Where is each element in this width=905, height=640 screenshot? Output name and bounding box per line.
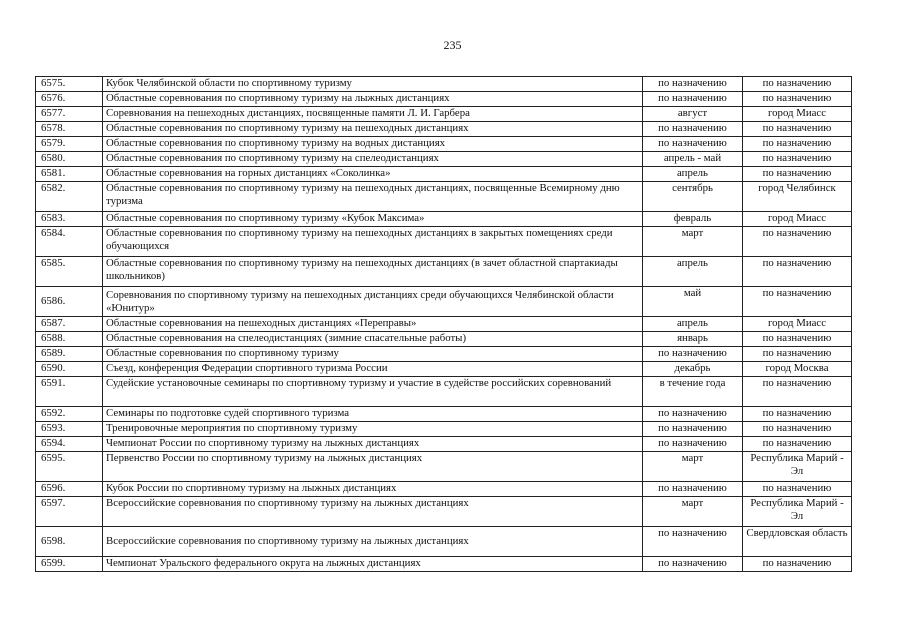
table-row: [36, 77, 852, 92]
row-number: 6592.: [36, 407, 103, 422]
event-place: город Миасс: [743, 107, 852, 122]
event-place: город Москва: [743, 362, 852, 377]
event-date: апрель: [643, 167, 743, 182]
table-row: [36, 527, 852, 557]
row-number: 6599.: [36, 557, 103, 572]
event-name: Всероссийские соревнования по спортивному туризму на лыжных дистанциях: [103, 527, 643, 557]
event-place: город Миасс: [743, 212, 852, 227]
row-number: 6589.: [36, 347, 103, 362]
event-name: Областные соревнования на пешеходных дистанциях «Переправы»: [103, 317, 643, 332]
event-place: по назначению: [743, 167, 852, 182]
event-place: по назначению: [743, 227, 852, 257]
table-row: [36, 167, 852, 182]
row-number: 6584.: [36, 227, 103, 257]
row-number: 6577.: [36, 107, 103, 122]
row-number: 6585.: [36, 257, 103, 287]
table-row: [36, 107, 852, 122]
event-place: по назначению: [743, 347, 852, 362]
row-number: 6586.: [36, 287, 103, 317]
event-date: апрель - май: [643, 152, 743, 167]
table-row: [36, 482, 852, 497]
event-name: Областные соревнования по спортивному туризму на лыжных дистанциях: [103, 92, 643, 107]
row-number: 6597.: [36, 497, 103, 527]
event-place: по назначению: [743, 287, 852, 317]
event-name: Областные соревнования по спортивному туризму на водных дистанциях: [103, 137, 643, 152]
row-number: 6578.: [36, 122, 103, 137]
row-number: 6587.: [36, 317, 103, 332]
event-place: по назначению: [743, 92, 852, 107]
event-date: по назначению: [643, 407, 743, 422]
table-row: [36, 122, 852, 137]
table-row: [36, 227, 852, 257]
table-row: [36, 92, 852, 107]
event-date: май: [643, 287, 743, 317]
table-row: [36, 287, 852, 317]
event-date: март: [643, 452, 743, 482]
event-name: Областные соревнования по спортивному туризму на спелеодистанциях: [103, 152, 643, 167]
event-date: по назначению: [643, 77, 743, 92]
event-date: январь: [643, 332, 743, 347]
event-date: апрель: [643, 257, 743, 287]
event-place: город Миасс: [743, 317, 852, 332]
event-place: по назначению: [743, 482, 852, 497]
event-name: Кубок России по спортивному туризму на лыжных дистанциях: [103, 482, 643, 497]
row-number: 6594.: [36, 437, 103, 452]
event-place: по назначению: [743, 557, 852, 572]
event-date: март: [643, 227, 743, 257]
event-date: август: [643, 107, 743, 122]
table-row: [36, 407, 852, 422]
event-date: февраль: [643, 212, 743, 227]
table-row: [36, 317, 852, 332]
event-name: Кубок Челябинской области по спортивному туризму: [103, 77, 643, 92]
row-number: 6596.: [36, 482, 103, 497]
table-row: [36, 377, 852, 407]
events-table-body: [36, 77, 852, 572]
row-number: 6590.: [36, 362, 103, 377]
event-date: в течение года: [643, 377, 743, 407]
row-number: 6576.: [36, 92, 103, 107]
event-name: Областные соревнования на спелеодистанциях (зимние спасательные работы): [103, 332, 643, 347]
event-name: Областные соревнования по спортивному туризму на пешеходных дистанциях в закрытых помещениях среди обучающихся: [103, 227, 643, 257]
event-place: по назначению: [743, 77, 852, 92]
table-row: [36, 452, 852, 482]
row-number: 6591.: [36, 377, 103, 407]
event-place: по назначению: [743, 122, 852, 137]
event-name: Областные соревнования по спортивному туризму на пешеходных дистанциях (в зачет областной спартакиады школьников): [103, 257, 643, 287]
event-name: Соревнования на пешеходных дистанциях, посвященные памяти Л. И. Гарбера: [103, 107, 643, 122]
event-date: по назначению: [643, 347, 743, 362]
event-place: по назначению: [743, 422, 852, 437]
event-date: по назначению: [643, 557, 743, 572]
event-place: Республика Марий - Эл: [743, 497, 852, 527]
event-date: по назначению: [643, 482, 743, 497]
event-name: Всероссийские соревнования по спортивному туризму на лыжных дистанциях: [103, 497, 643, 527]
event-date: по назначению: [643, 422, 743, 437]
event-place: по назначению: [743, 137, 852, 152]
event-name: Съезд, конференция Федерации спортивного туризма России: [103, 362, 643, 377]
events-table: [35, 76, 852, 572]
row-number: 6579.: [36, 137, 103, 152]
row-number: 6598.: [36, 527, 103, 557]
event-name: Тренировочные мероприятия по спортивному туризму: [103, 422, 643, 437]
row-number: 6581.: [36, 167, 103, 182]
page-number: 235: [443, 38, 462, 52]
event-name: Первенство России по спортивному туризму на лыжных дистанциях: [103, 452, 643, 482]
event-place: по назначению: [743, 257, 852, 287]
table-row: [36, 497, 852, 527]
table-row: [36, 422, 852, 437]
event-name: Чемпионат Уральского федерального округа на лыжных дистанциях: [103, 557, 643, 572]
event-date: по назначению: [643, 527, 743, 557]
table-row: [36, 557, 852, 572]
event-date: по назначению: [643, 122, 743, 137]
row-number: 6595.: [36, 452, 103, 482]
event-place: по назначению: [743, 407, 852, 422]
table-row: [36, 212, 852, 227]
row-number: 6588.: [36, 332, 103, 347]
table-row: [36, 347, 852, 362]
row-number: 6583.: [36, 212, 103, 227]
event-name: Областные соревнования по спортивному туризму: [103, 347, 643, 362]
event-place: по назначению: [743, 377, 852, 407]
table-row: [36, 362, 852, 377]
event-name: Областные соревнования по спортивному туризму на пешеходных дистанциях, посвященные Всемирному дню туризма: [103, 182, 643, 212]
event-place: по назначению: [743, 152, 852, 167]
event-name: Областные соревнования по спортивному туризму «Кубок Максима»: [103, 212, 643, 227]
event-date: декабрь: [643, 362, 743, 377]
table-row: [36, 182, 852, 212]
event-name: Областные соревнования на горных дистанциях «Соколинка»: [103, 167, 643, 182]
event-place: по назначению: [743, 332, 852, 347]
table-row: [36, 332, 852, 347]
event-date: по назначению: [643, 92, 743, 107]
event-name: Чемпионат России по спортивному туризму на лыжных дистанциях: [103, 437, 643, 452]
event-date: март: [643, 497, 743, 527]
event-name: Соревнования по спортивному туризму на пешеходных дистанциях среди обучающихся Челябинской области «Юнитур»: [103, 287, 643, 317]
event-place: город Челябинск: [743, 182, 852, 212]
table-row: [36, 437, 852, 452]
event-place: Свердловская область: [743, 527, 852, 557]
event-name: Судейские установочные семинары по спортивному туризму и участие в судействе российских соревнований: [103, 377, 643, 407]
table-row: [36, 257, 852, 287]
row-number: 6593.: [36, 422, 103, 437]
event-place: по назначению: [743, 437, 852, 452]
row-number: 6582.: [36, 182, 103, 212]
event-name: Семинары по подготовке судей спортивного туризма: [103, 407, 643, 422]
row-number: 6575.: [36, 77, 103, 92]
table-row: [36, 152, 852, 167]
event-date: апрель: [643, 317, 743, 332]
event-date: сентябрь: [643, 182, 743, 212]
event-date: по назначению: [643, 437, 743, 452]
event-place: Республика Марий - Эл: [743, 452, 852, 482]
table-row: [36, 137, 852, 152]
event-name: Областные соревнования по спортивному туризму на пешеходных дистанциях: [103, 122, 643, 137]
event-date: по назначению: [643, 137, 743, 152]
row-number: 6580.: [36, 152, 103, 167]
